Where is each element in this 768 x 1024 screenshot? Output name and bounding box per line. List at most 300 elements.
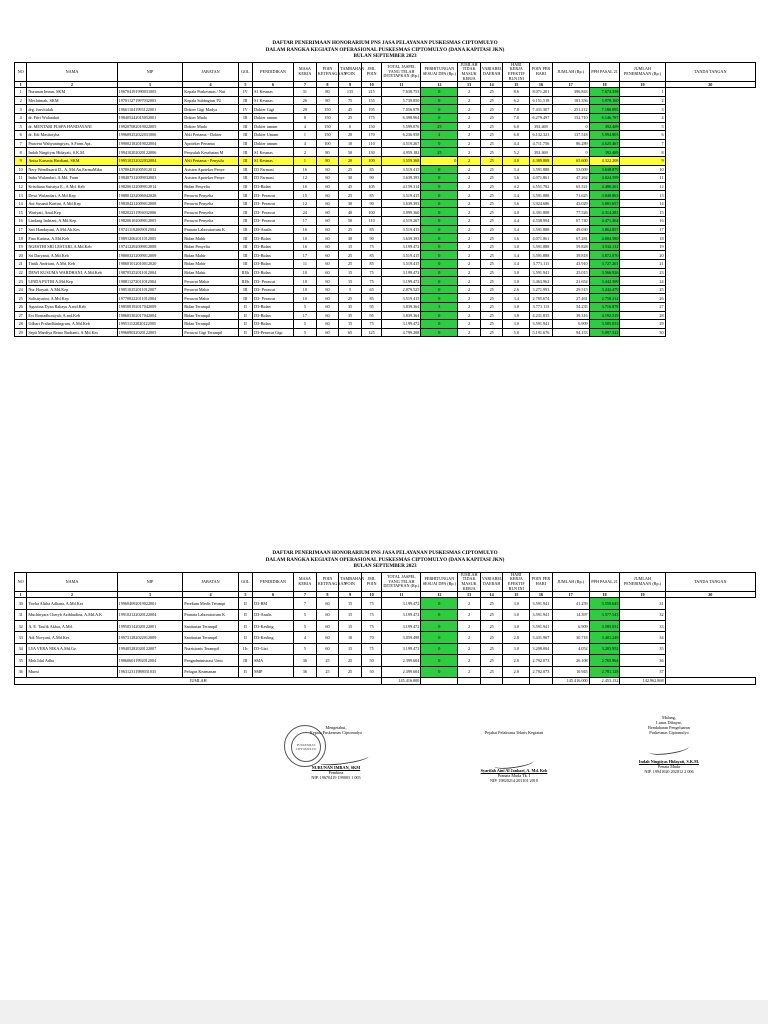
- table-cell: IV: [238, 105, 252, 114]
- table-cell: 54.235: [552, 303, 589, 312]
- table-cell: Dokter umum: [253, 113, 294, 122]
- table-cell: Bidan Mahir: [183, 268, 238, 277]
- table-cell: D3- Perawat: [253, 199, 294, 208]
- table-cell: D3-Bidan: [253, 182, 294, 191]
- table-cell: Sanitarian Terampil: [183, 620, 238, 631]
- title-line-1: DAFTAR PENERIMAAN HONORARIUM PNS JASA PELAYANAN PUSKESMAS CIPTOMULYO: [272, 40, 498, 46]
- table-cell: 10: [339, 139, 362, 148]
- table-cell: 36: [294, 666, 317, 677]
- column-number: 14: [480, 82, 503, 88]
- table-cell: III: [238, 139, 252, 148]
- table-cell: 30: [339, 174, 362, 183]
- table-cell: 3.519.415: [382, 165, 421, 174]
- table-cell: 20: [620, 251, 665, 260]
- table-cell: Dokter Gigi Madya: [183, 105, 238, 114]
- table-cell: D3-Bidan: [253, 234, 294, 243]
- table-cell: 10: [294, 268, 317, 277]
- table-cell: 75: [361, 242, 382, 251]
- table-cell: 25: [480, 242, 503, 251]
- column-number: 18: [589, 82, 620, 88]
- table-cell: 25: [480, 122, 503, 131]
- table-cell: 4.799.208: [382, 328, 421, 337]
- table-cell: 0: [421, 643, 458, 654]
- table-cell: 8: [294, 113, 317, 122]
- column-header: JUMLAH PENERIMAAN (Rp.): [620, 572, 665, 591]
- table-cell: 2.792.073: [530, 666, 553, 677]
- table-cell: 13: [620, 191, 665, 200]
- table-cell: Evi Romadhoniyah, A.md.Keb: [27, 311, 117, 320]
- table-cell: 25: [480, 234, 503, 243]
- table-cell: 199604092019022001: [117, 598, 183, 609]
- table-cell: 7.8: [503, 105, 530, 114]
- table-cell: 4.0: [503, 208, 530, 217]
- table-cell: 3.591.888: [530, 191, 553, 200]
- table-cell: S1 Kesmas: [253, 88, 294, 97]
- table-cell: 2: [458, 225, 481, 234]
- table-cell: 65: [361, 285, 382, 294]
- column-header: JUMLAH TIDAK MASUK KERJA: [458, 62, 481, 81]
- table-cell: 5: [339, 285, 362, 294]
- table-cell: 0: [421, 165, 458, 174]
- viewer-footer-bar: [0, 1000, 768, 1024]
- table-cell: 0: [552, 148, 589, 157]
- table-cell: 3.208.004: [530, 643, 553, 654]
- table-cell: III: [238, 131, 252, 140]
- table-cell: 2: [458, 96, 481, 105]
- table-row: [15, 609, 756, 620]
- total-jaspel: 145.416.000: [382, 677, 421, 684]
- table-cell: 2: [458, 285, 481, 294]
- column-header: VARIABEL DAERAH: [480, 572, 503, 591]
- table-cell: Dokter Gigi: [253, 105, 294, 114]
- table-cell: 4.052: [552, 643, 589, 654]
- table-cell: 85: [361, 191, 382, 200]
- table-cell: 4.538.994: [530, 217, 553, 226]
- column-number: 19: [620, 592, 665, 598]
- table-row: [15, 268, 756, 277]
- table-cell: 0: [421, 199, 458, 208]
- table-cell: 60: [316, 225, 339, 234]
- column-header: POIN KETENAGAAN: [316, 572, 339, 591]
- table-cell: 50: [339, 148, 362, 157]
- column-number: 3: [117, 82, 183, 88]
- table-cell: Perawat Gigi Terampil: [183, 328, 238, 337]
- table-cell: Pranata Laboratorium K: [183, 609, 238, 620]
- table-cell: 198801232006042028: [117, 191, 183, 200]
- table-row: [15, 632, 756, 643]
- page-one: [14, 40, 756, 337]
- table-cell: 67.281: [552, 234, 589, 243]
- honorarium-table: [14, 62, 756, 338]
- table-cell: III: [238, 113, 252, 122]
- table-row: [15, 285, 756, 294]
- table-cell: 4.322.208: [589, 156, 620, 165]
- table-cell: 3.431.967: [530, 632, 553, 643]
- table-cell: Perawat Mahir: [183, 285, 238, 294]
- table-cell: 198912062011012005: [117, 234, 183, 243]
- table-cell: 0: [421, 320, 458, 329]
- table-cell: 65.521: [552, 182, 589, 191]
- table-cell: II: [238, 632, 252, 643]
- table-cell: 94.153: [552, 328, 589, 337]
- table-cell: 86.289: [552, 139, 589, 148]
- table-cell: 16: [294, 182, 317, 191]
- table-cell: 3.591.941: [530, 598, 553, 609]
- table-cell: 8.071.201: [530, 88, 553, 97]
- table-cell: 7.0: [503, 113, 530, 122]
- table-cell: 3.566.926: [589, 268, 620, 277]
- table-cell: Perawat Penyelia: [183, 217, 238, 226]
- table-cell: Krisdiana Suistiya E., A.Md. Keb: [27, 182, 117, 191]
- table-cell: 2: [458, 105, 481, 114]
- table-cell: III: [238, 199, 252, 208]
- table-cell: Moh.Idul Adha: [27, 655, 117, 666]
- table-cell: III: [238, 156, 252, 165]
- table-cell: 17: [15, 225, 27, 234]
- column-header: JABATAN: [183, 572, 238, 591]
- table-cell: dr. Fitri Wulandari: [27, 113, 117, 122]
- column-number: 4: [183, 592, 238, 598]
- table-cell: 1: [294, 156, 317, 165]
- table-cell: 2: [458, 260, 481, 269]
- table-cell: 75: [339, 96, 362, 105]
- table-cell: 2: [458, 148, 481, 157]
- table-cell: Dokter Muda: [183, 122, 238, 131]
- table-cell: SMA: [253, 655, 294, 666]
- table-cell: 4.711.756: [530, 139, 553, 148]
- table-cell: 198206102009012005: [117, 217, 183, 226]
- table-cell: 0: [339, 122, 362, 131]
- table-cell: 34: [620, 632, 665, 643]
- table-cell: 3.242.479: [589, 285, 620, 294]
- column-header: PERHITUNGAN SESUAI DPA (Rp.): [421, 62, 458, 81]
- table-cell: 16: [294, 225, 317, 234]
- table-cell: 4.519.267: [382, 217, 421, 226]
- table-cell: 0: [421, 88, 458, 97]
- table-cell: II: [238, 609, 252, 620]
- sig-middle-heading: Pejabat Pelaksana Teknis Kegiatan: [484, 730, 544, 735]
- table-cell: D3-Analis: [253, 225, 294, 234]
- table-cell: 0: [421, 191, 458, 200]
- sig-right-rank: Penata Muda: [658, 764, 680, 769]
- table-header: [15, 62, 756, 87]
- column-number: 9: [339, 82, 362, 88]
- column-header: JUMLAH TIDAK MASUK KERJA: [458, 572, 481, 591]
- table-cell: 110: [361, 139, 382, 148]
- table-row: [15, 234, 756, 243]
- table-cell: 3.203.952: [589, 643, 620, 654]
- table-cell: 4: [294, 632, 317, 643]
- table-cell: 60: [316, 303, 339, 312]
- table-cell: 15: [339, 620, 362, 631]
- table-cell: 5: [294, 609, 317, 620]
- table-cell: 15: [339, 609, 362, 620]
- table-cell: 3.519.415: [382, 225, 421, 234]
- table-cell: 20: [339, 156, 362, 165]
- table-cell: 60: [316, 598, 339, 609]
- table-cell: 12: [620, 182, 665, 191]
- table-cell: 2: [458, 165, 481, 174]
- table-cell: 392.469: [589, 148, 620, 157]
- table-cell: II: [238, 320, 252, 329]
- column-header: NAMA: [27, 572, 117, 591]
- table-cell: 3.591.941: [530, 609, 553, 620]
- table-cell: D3-Gizi: [253, 643, 294, 654]
- document-title: [14, 40, 756, 60]
- table-cell: 25: [480, 191, 503, 200]
- table-cell: 197411182009012004: [117, 225, 183, 234]
- table-cell: 25: [480, 643, 503, 654]
- table-cell: 25: [480, 148, 503, 157]
- table-cell: 3.6: [503, 234, 530, 243]
- table-cell: 60: [316, 182, 339, 191]
- table-cell: 10: [339, 632, 362, 643]
- table-cell: 2: [458, 234, 481, 243]
- table-cell: 3.0: [503, 320, 530, 329]
- table-cell: 4.471.264: [589, 217, 620, 226]
- table-cell: 10: [294, 285, 317, 294]
- table-cell: 60: [316, 242, 339, 251]
- table-cell: 3.716.878: [589, 303, 620, 312]
- table-cell: 75: [361, 268, 382, 277]
- table-cell: 25: [480, 609, 503, 620]
- column-header: GOL: [238, 572, 252, 591]
- table-cell: 3.4: [503, 251, 530, 260]
- table-cell: Asisten Apoteker Penye: [183, 165, 238, 174]
- table-row: [15, 88, 756, 97]
- table-cell: 25: [421, 122, 458, 131]
- table-cell: 25: [480, 303, 503, 312]
- table-cell: 45: [339, 105, 362, 114]
- column-number: 10: [361, 592, 382, 598]
- table-cell: Ani Susanti Kartini, A.Md.Kep: [27, 199, 117, 208]
- table-cell: 6.151.518: [530, 96, 553, 105]
- table-cell: 2: [458, 242, 481, 251]
- table-cell: 0: [421, 260, 458, 269]
- table-cell: 0: [421, 277, 458, 286]
- table-cell: 35: [620, 643, 665, 654]
- table-cell: 3.839.364: [382, 311, 421, 320]
- table-cell: 175: [361, 113, 382, 122]
- table-cell: D3- Perawat: [253, 208, 294, 217]
- column-header: TAMBAHAN POIN: [339, 62, 362, 81]
- table-cell: 4: [294, 139, 317, 148]
- table-cell: 198510252011012007: [117, 285, 183, 294]
- table-cell: dr. Edi Masitotyha: [27, 131, 117, 140]
- table-cell: Pengadministrasi Umu: [183, 655, 238, 666]
- table-cell: 197011271997032003: [117, 96, 183, 105]
- column-number: 6: [253, 82, 294, 88]
- table-cell: 3.463.962: [530, 277, 553, 286]
- page-two: [14, 550, 756, 783]
- table-cell: Pranata Laboratorium K: [183, 225, 238, 234]
- table-cell: 2.879.525: [382, 285, 421, 294]
- table-cell: Tintik Andriani, A.Md. Keb: [27, 260, 117, 269]
- column-header: MASA KERJA: [294, 572, 317, 591]
- table-cell: 0: [421, 234, 458, 243]
- table-cell: 2: [458, 643, 481, 654]
- table-cell: 4.519.267: [382, 139, 421, 148]
- table-cell: 0: [421, 139, 458, 148]
- table-cell: drg. Jusvitidah: [27, 105, 117, 114]
- table-cell: 3.519.415: [382, 260, 421, 269]
- table-cell: 20: [339, 131, 362, 140]
- table-row: [15, 303, 756, 312]
- table-cell: 3.591.888: [530, 251, 553, 260]
- table-cell: Udhari Prahadhiningrum, A.Md.Keb: [27, 320, 117, 329]
- table-cell: 25: [339, 655, 362, 666]
- table-cell: 4.231.835: [530, 311, 553, 320]
- table-cell: 17: [294, 311, 317, 320]
- table-cell: 35: [15, 655, 27, 666]
- table-cell: S1 Kesmas: [253, 96, 294, 105]
- table-cell: Fina Karima, A.Md.Keb: [27, 234, 117, 243]
- table-cell: 0: [421, 655, 458, 666]
- table-cell: 2: [458, 311, 481, 320]
- table-cell: 2: [458, 122, 481, 131]
- table-cell: 22: [15, 268, 27, 277]
- table-row: [15, 277, 756, 286]
- table-cell: 7: [620, 139, 665, 148]
- table-cell: Nurunan Imran, SKM: [27, 88, 117, 97]
- column-header: TAMBAHAN POIN: [339, 572, 362, 591]
- table-cell: 17: [620, 225, 665, 234]
- column-number: 7: [294, 592, 317, 598]
- table-cell: 12: [15, 182, 27, 191]
- table-cell: 23: [620, 268, 665, 277]
- column-header: MASA KERJA: [294, 62, 317, 81]
- table-cell: Bidan Penyelia: [183, 182, 238, 191]
- table-cell: 2: [620, 96, 665, 105]
- table-cell: 10: [620, 165, 665, 174]
- table-cell: 60: [316, 285, 339, 294]
- table-cell: 40: [339, 208, 362, 217]
- column-header: JUMLAH PENERIMAAN (Rp.): [620, 62, 665, 81]
- table-cell: 3.271.993: [530, 285, 553, 294]
- title-line-3: BULAN SEPTEMBER 2023: [353, 53, 417, 60]
- table-cell: 60: [316, 268, 339, 277]
- table-cell: 26: [15, 303, 27, 312]
- table-row: [15, 666, 756, 677]
- column-number: 10: [361, 82, 382, 88]
- table-cell: 25: [339, 294, 362, 303]
- table-cell: LINDA PUTRI A.Md.Kep: [27, 277, 117, 286]
- table-cell: 95: [361, 303, 382, 312]
- table-body: [15, 88, 756, 337]
- table-cell: Apoteker Pertama: [183, 139, 238, 148]
- table-cell: 150: [316, 105, 339, 114]
- table-cell: D3 Farmasi: [253, 165, 294, 174]
- table-cell: 0: [421, 268, 458, 277]
- table-cell: 25: [480, 199, 503, 208]
- table-cell: 100: [316, 139, 339, 148]
- table-cell: 198606011992012004: [117, 655, 183, 666]
- sig-right-nip: NIP. 19941020 202012 2 006: [644, 769, 694, 774]
- table-cell: 17: [294, 251, 317, 260]
- table-cell: Mechtimah, SKM: [27, 96, 117, 105]
- table-cell: 60: [316, 620, 339, 631]
- table-cell: 85: [361, 294, 382, 303]
- column-number: 14: [480, 592, 503, 598]
- table-cell: 29: [620, 320, 665, 329]
- table-cell: 7: [15, 139, 27, 148]
- sig-left-nip: NIP. 19670419 199003 1 005: [311, 775, 361, 780]
- table-cell: 60: [316, 234, 339, 243]
- table-cell: 1: [620, 88, 665, 97]
- table-row: [15, 131, 756, 140]
- table-cell: 26.108: [552, 655, 589, 666]
- table-cell: 3.519.415: [382, 294, 421, 303]
- column-number: 17: [552, 82, 589, 88]
- table-cell: 27.461: [552, 294, 589, 303]
- table-cell: II: [238, 598, 252, 609]
- table-row: [15, 174, 756, 183]
- table-cell: 6.8: [503, 131, 530, 140]
- table-cell: 0: [552, 122, 589, 131]
- table-cell: 25: [480, 632, 503, 643]
- table-cell: 90: [361, 174, 382, 183]
- table-cell: 18: [620, 234, 665, 243]
- table-cell: 2: [458, 251, 481, 260]
- table-cell: 392.469: [530, 148, 553, 157]
- table-cell: 2: [458, 294, 481, 303]
- table-cell: 3.519.415: [382, 191, 421, 200]
- table-cell: 199731282022012009: [117, 632, 183, 643]
- table-row: [15, 199, 756, 208]
- table-cell: 60: [316, 328, 339, 337]
- table-cell: 2: [458, 609, 481, 620]
- table-cell: 0: [421, 598, 458, 609]
- column-number: 1: [15, 592, 27, 598]
- table-cell: 25: [316, 655, 339, 666]
- table-cell: 15: [339, 598, 362, 609]
- table-cell: 4: [15, 113, 27, 122]
- table-cell: 16: [294, 165, 317, 174]
- table-cell: 2.758.212: [589, 294, 620, 303]
- table-cell: 4.192.519: [589, 311, 620, 320]
- table-cell: 199002182019022004: [117, 139, 183, 148]
- column-header: JUMLAH (Rp.): [552, 62, 589, 81]
- table-cell: 2: [458, 303, 481, 312]
- sig-right-heading-3: Puskesmas Ciptomulyo: [649, 730, 689, 735]
- table-cell: 3.199.472: [382, 598, 421, 609]
- table-cell: 3.199.472: [382, 268, 421, 277]
- table-cell: Indah Ningtiyas Hidayati, S.K.M.: [27, 148, 117, 157]
- table-cell: Septi Mardiya Retno Rudianti, A.Md.Kes: [27, 328, 117, 337]
- table-cell: 25.015: [552, 268, 589, 277]
- table-row: [15, 208, 756, 217]
- table-cell: Asisten Apoteker Penye: [183, 174, 238, 183]
- table-cell: 0: [421, 105, 458, 114]
- table-cell: 24: [294, 208, 317, 217]
- table-cell: 100: [361, 156, 382, 165]
- table-cell: 43.029: [552, 199, 589, 208]
- table-cell: 65: [339, 328, 362, 337]
- table-cell: Bidan Mahir: [183, 260, 238, 269]
- table-cell: 3.199.472: [382, 620, 421, 631]
- table-cell: 0: [421, 242, 458, 251]
- table-cell: 39.316: [552, 311, 589, 320]
- table-cell: 170: [361, 131, 382, 140]
- table-cell: 25: [480, 655, 503, 666]
- column-number: 1: [15, 82, 27, 88]
- table-cell: 3.199.472: [382, 242, 421, 251]
- table-cell: 2: [458, 191, 481, 200]
- table-cell: III: [238, 191, 252, 200]
- table-cell: 0: [421, 113, 458, 122]
- table-cell: 4.2: [503, 182, 530, 191]
- table-cell: 197804292005012012: [117, 165, 183, 174]
